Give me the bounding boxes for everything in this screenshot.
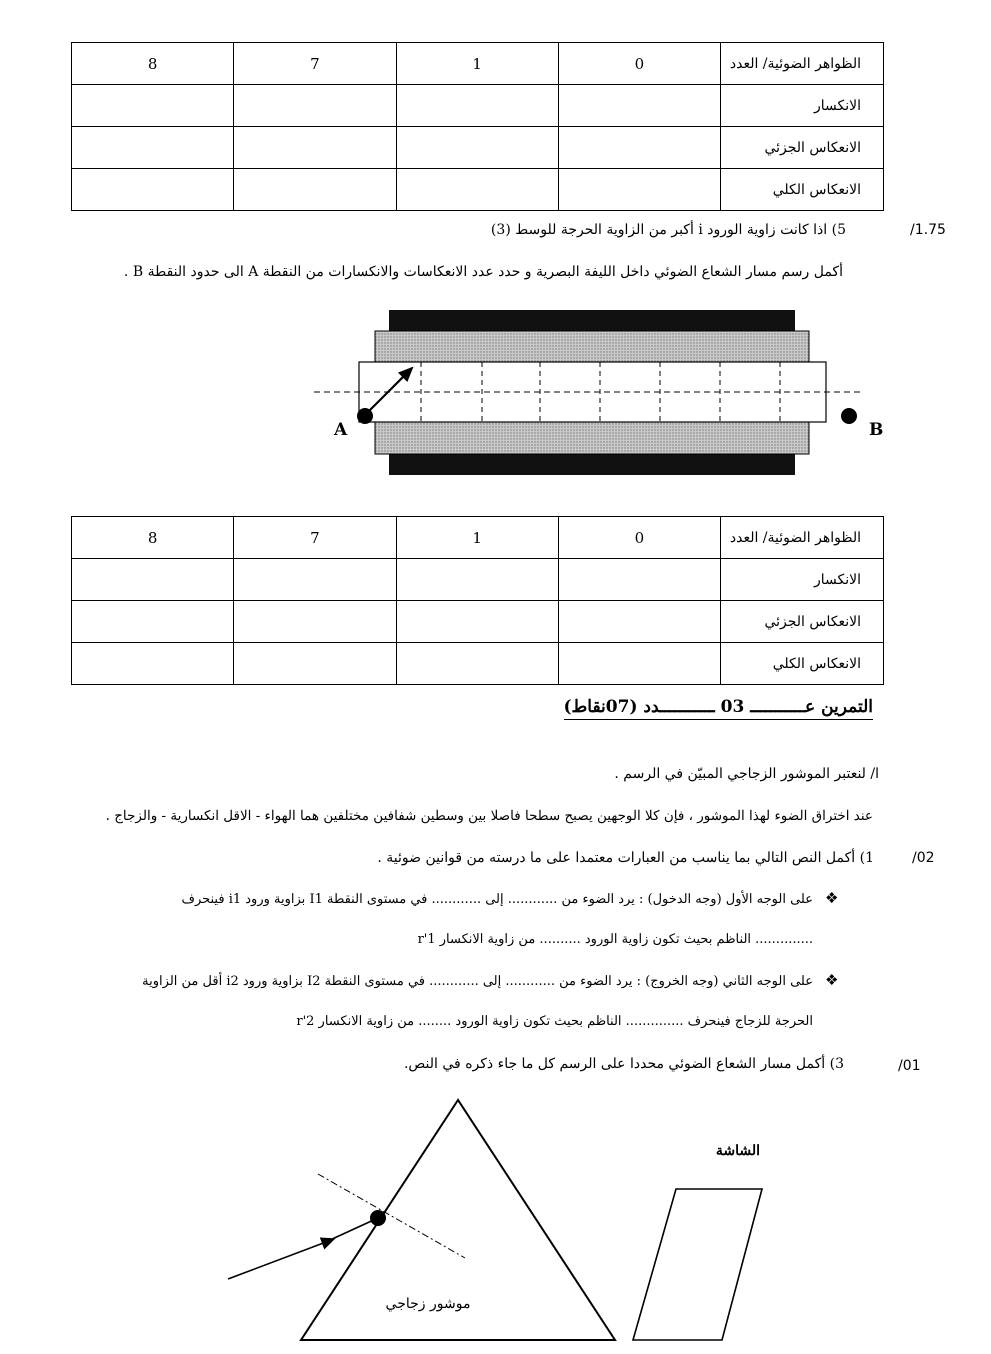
answer-cell[interactable]	[396, 601, 558, 643]
cladding-bottom	[375, 422, 809, 454]
answer-cell[interactable]	[558, 559, 720, 601]
answer-cell[interactable]	[558, 643, 720, 685]
prism-label: موشور زجاجي	[385, 1296, 471, 1312]
row-label-partial-reflection: الانعكاس الجزئي	[721, 127, 884, 169]
row-label-refraction: الانكسار	[721, 559, 884, 601]
row-label-partial-reflection: الانعكاس الجزئي	[721, 601, 884, 643]
phenomena-table-2	[71, 516, 884, 685]
q5-text	[491, 222, 846, 238]
answer-cell[interactable]	[72, 643, 234, 685]
col-1: 1	[396, 517, 558, 559]
col-7: 7	[234, 517, 396, 559]
col-0: 0	[558, 517, 720, 559]
cladding-top	[375, 331, 809, 363]
q5-instruction: أكمل رسم مسار الشعاع الضوئي داخل الليفة البصرية و حدد عدد الانعكاسات والانكسارات من النقطة A الى حدود النقطة B .	[123, 264, 843, 280]
answer-cell[interactable]	[234, 127, 396, 169]
incident-ray-part-1	[228, 1239, 334, 1279]
row-label-total-reflection: الانعكاس الكلي	[721, 643, 884, 685]
answer-cell[interactable]	[558, 127, 720, 169]
col-8: 8	[72, 43, 234, 85]
bullet-2-line-b: الحرجة للزجاج فينحرف .............. الناظم بحيث تكون زاوية الورود ........ من زاوية الانكسار r'2	[296, 1014, 813, 1029]
bullet-1-line-a: على الوجه الأول (وجه الدخول) : يرد الضوء من ............ إلى ............ في مستوى النقطة I1 بزاوية ورود i1 فينحرف	[181, 892, 813, 907]
answer-cell[interactable]	[396, 127, 558, 169]
q3-score: /01	[898, 1058, 921, 1074]
answer-cell[interactable]	[396, 559, 558, 601]
row-label-total-reflection: الانعكاس الكلي	[721, 169, 884, 211]
answer-cell[interactable]	[396, 169, 558, 211]
label-a: A	[334, 420, 348, 440]
q3-text: 3) أكمل مسار الشعاع الضوئي محددا على الرسم كل ما جاء ذكره في النص.	[403, 1056, 844, 1072]
q5-score: /1.75	[910, 222, 946, 238]
q1-text: 1) أكمل النص التالي بما يناسب من العبارات معتمدا على ما درسته من قوانين ضوئية .	[377, 850, 874, 866]
incidence-point[interactable]	[370, 1210, 386, 1226]
prism-diagram	[220, 1090, 780, 1354]
col-1: 1	[396, 43, 558, 85]
header-label: الظواهر الضوئية/ العدد	[721, 43, 884, 85]
screen	[633, 1189, 762, 1340]
q5-question: اذا كانت زاوية الورود i أكبر من الزاوية الحرجة للوسط (3)	[490, 222, 828, 238]
answer-cell[interactable]	[234, 643, 396, 685]
col-7: 7	[234, 43, 396, 85]
answer-cell[interactable]	[72, 559, 234, 601]
answer-cell[interactable]	[396, 85, 558, 127]
q5-number: 5)	[831, 222, 846, 238]
answer-cell[interactable]	[558, 85, 720, 127]
jacket-top	[389, 310, 795, 332]
point-a[interactable]	[357, 408, 373, 424]
answer-cell[interactable]	[72, 85, 234, 127]
label-b: B	[869, 420, 884, 440]
optical-fiber-diagram	[300, 300, 900, 485]
ex3-intro-2: عند اختراق الضوء لهذا الموشور ، فإن كلا الوجهين يصبح سطحا فاصلا بين وسطين شفافين مختلفين هما الهواء - الاقل انكسارية - والزجاج .	[105, 808, 873, 824]
col-0: 0	[558, 43, 720, 85]
q1-score: /02	[912, 850, 935, 866]
phenomena-table-1	[71, 42, 884, 211]
bullet-icon: ❖	[825, 971, 839, 989]
answer-cell[interactable]	[72, 169, 234, 211]
exercise-3-title: التمرين عـــــــــــ 03 ـــــــــــدد (07نقاط)	[564, 697, 873, 717]
answer-cell[interactable]	[396, 643, 558, 685]
header-label: الظواهر الضوئية/ العدد	[721, 517, 884, 559]
row-label-refraction: الانكسار	[721, 85, 884, 127]
bullet-icon: ❖	[825, 889, 839, 907]
answer-cell[interactable]	[558, 601, 720, 643]
answer-cell[interactable]	[234, 559, 396, 601]
jacket-bottom	[389, 453, 795, 475]
answer-cell[interactable]	[234, 85, 396, 127]
answer-cell[interactable]	[72, 601, 234, 643]
bullet-2-line-a: على الوجه الثاني (وجه الخروج) : يرد الضوء من ............ إلى ............ في مستوى النقطة I2 بزاوية ورود i2 أقل من الزاوية	[142, 974, 813, 989]
answer-cell[interactable]	[234, 601, 396, 643]
answer-cell[interactable]	[234, 169, 396, 211]
point-b[interactable]	[841, 408, 857, 424]
ex3-intro-1: ا/ لنعتبر الموشور الزجاجي المبيّن في الرسم .	[614, 766, 879, 782]
screen-label: الشاشة	[715, 1143, 761, 1159]
col-8: 8	[72, 517, 234, 559]
answer-cell[interactable]	[558, 169, 720, 211]
answer-cell[interactable]	[72, 127, 234, 169]
bullet-1-line-b: .............. الناظم بحيث تكون زاوية الورود .......... من زاوية الانكسار r'1	[417, 932, 813, 947]
